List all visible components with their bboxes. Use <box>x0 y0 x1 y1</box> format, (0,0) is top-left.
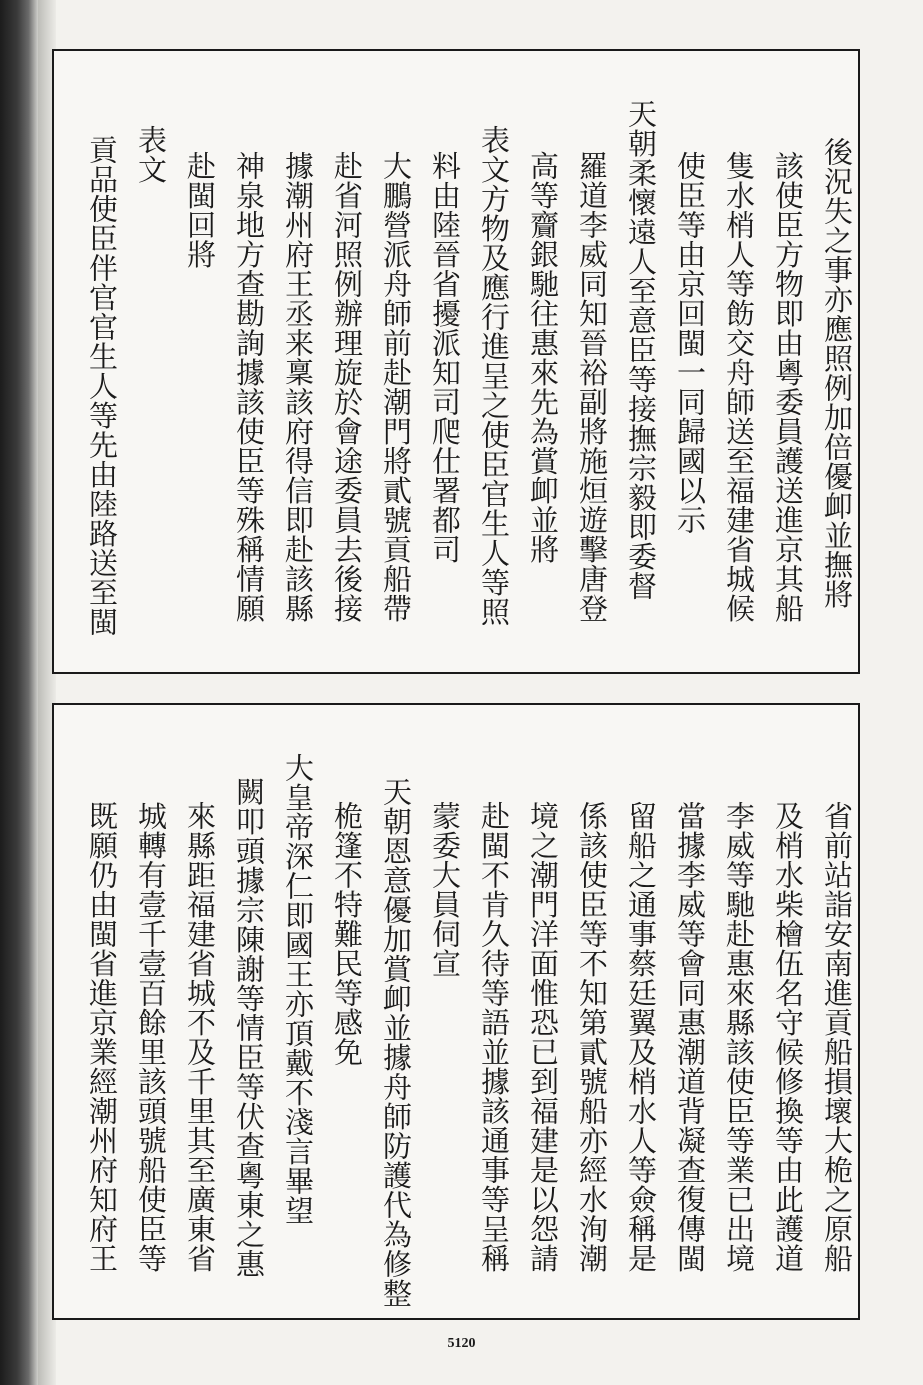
text-column: 使臣等由京回閩一同歸國以示 <box>673 151 707 535</box>
text-column: 天朝柔懷遠人至意臣等接撫宗毅即委督 <box>624 99 658 601</box>
text-column: 高等齎銀馳往惠來先為賞卹並將 <box>526 151 560 564</box>
text-column: 據潮州府王丞来稟該府得信即赴該縣 <box>281 151 315 623</box>
book-spine-shadow <box>0 0 38 1385</box>
text-column: 蒙委大員伺宣 <box>428 801 462 978</box>
text-column: 城轉有壹千壹百餘里該頭號船使臣等 <box>134 801 168 1273</box>
text-column: 既願仍由閩省進京業經潮州府知府王 <box>85 801 119 1273</box>
text-column: 天朝恩意優加賞卹並據舟師防護代為修整 <box>379 777 413 1308</box>
text-column: 李威等馳赴惠來縣該使臣等業已出境 <box>722 801 756 1273</box>
text-column: 隻水梢人等飭交舟師送至福建省城候 <box>722 151 756 623</box>
text-column: 省前站詣安南進貢船損壞大桅之原船 <box>820 801 854 1273</box>
text-column: 闕叩頭據宗陳謝等情臣等伏查粵東之惠 <box>232 777 266 1279</box>
text-column: 大皇帝深仁即國王亦頂戴不淺言畢望 <box>281 753 315 1225</box>
top-text-panel <box>52 49 860 674</box>
text-column: 境之潮門洋面惟恐已到福建是以怨請 <box>526 801 560 1273</box>
bottom-text-panel <box>52 703 860 1320</box>
text-column: 神泉地方查勘詢據該使臣等殊稱情願 <box>232 151 266 623</box>
text-column: 貢品使臣伴官官生人等先由陸路送至閩 <box>85 135 119 637</box>
text-column: 赴閩不肯久待等語並據該通事等呈稱 <box>477 801 511 1273</box>
text-column: 後況失之事亦應照例加倍優卹並撫將 <box>820 137 854 609</box>
text-column: 係該使臣等不知第貳號船亦經水洵潮 <box>575 801 609 1273</box>
text-column: 赴閩回將 <box>183 151 217 269</box>
text-column: 赴省河照例辦理旋於會途委員去後接 <box>330 151 364 623</box>
text-column: 料由陸晉省擾派知司爬仕署都司 <box>428 151 462 564</box>
text-column: 來縣距福建省城不及千里其至廣東省 <box>183 801 217 1273</box>
text-column: 該使臣方物即由粵委員護送進京其船 <box>771 151 805 623</box>
text-column: 及梢水柴檜伍名守候修換等由此護道 <box>771 801 805 1273</box>
text-column: 表文方物及應行進呈之使臣官生人等照 <box>477 125 511 627</box>
text-column: 桅篷不特難民等感免 <box>330 801 364 1067</box>
page-number: 5120 <box>447 1336 476 1351</box>
text-column: 羅道李威同知晉裕副將施烜遊擊唐登 <box>575 151 609 623</box>
text-column: 留船之通事蔡廷翼及梢水人等僉稱是 <box>624 801 658 1273</box>
text-column: 大鵬營派舟師前赴潮門將貳號貢船帶 <box>379 151 413 623</box>
text-column: 當據李威等會同惠潮道背凝查復傳閩 <box>673 801 707 1273</box>
text-column: 表文 <box>134 125 168 184</box>
